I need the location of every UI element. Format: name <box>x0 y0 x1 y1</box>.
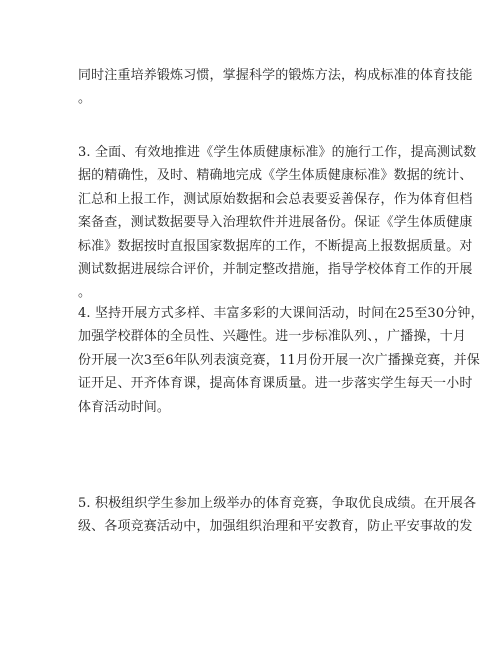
text-line: 体育活动时间。 <box>78 399 171 415</box>
text-line: 级、各项竞赛活动中，加强组织治理和平安教育，防止平安事故的发 <box>78 519 473 535</box>
text-line: 。 <box>78 285 92 301</box>
paragraph-item-5 <box>78 492 477 539</box>
text-line: 证开足、开齐体育课，提高体育课质量。进一步落实学生每天一小时 <box>78 376 473 392</box>
text-line: 4. 坚持开展方式多样、丰富多彩的大课间活动，时间在25至30分钟， <box>78 306 484 321</box>
paragraph-item-4 <box>78 302 484 419</box>
text-line: 同时注重培养锻炼习惯，掌握科学的锻炼方法，构成标准的体育技能 <box>78 68 473 83</box>
text-line: 。 <box>78 91 92 107</box>
text-line: 份开展一次3至6年队列表演竞赛，11月份开展一次广播操竞赛，并保 <box>78 352 480 368</box>
paragraph-item-3 <box>78 141 477 305</box>
text-line: 5. 积极组织学生参加上级举办的体育竞赛，争取优良成绩。在开展各 <box>78 496 477 511</box>
text-line: 测试数据进展综合评价，并制定整改措施，指导学校体育工作的开展 <box>78 262 473 278</box>
text-line: 加强学校群体的全员性、兴趣性。进一步标准队列、，广播操，十月 <box>78 329 467 345</box>
text-line: 3. 全面、有效地推进《学生体质健康标准》的施行工作，提高测试数 <box>78 145 477 160</box>
text-line: 汇总和上报工作，测试原始数据和会总表要妥善保存，作为体育但档 <box>78 191 473 207</box>
text-line: 标准》数据按时直报国家数据库的工作，不断提高上报数据质量。对 <box>78 238 473 254</box>
paragraph-habits <box>78 64 473 111</box>
text-line: 案备查，测试数据要导入治理软件并进展备份。保证《学生体质健康 <box>78 215 473 231</box>
text-line: 据的精确性，及时、精确地完成《学生体质健康标准》数据的统计、 <box>78 168 473 184</box>
